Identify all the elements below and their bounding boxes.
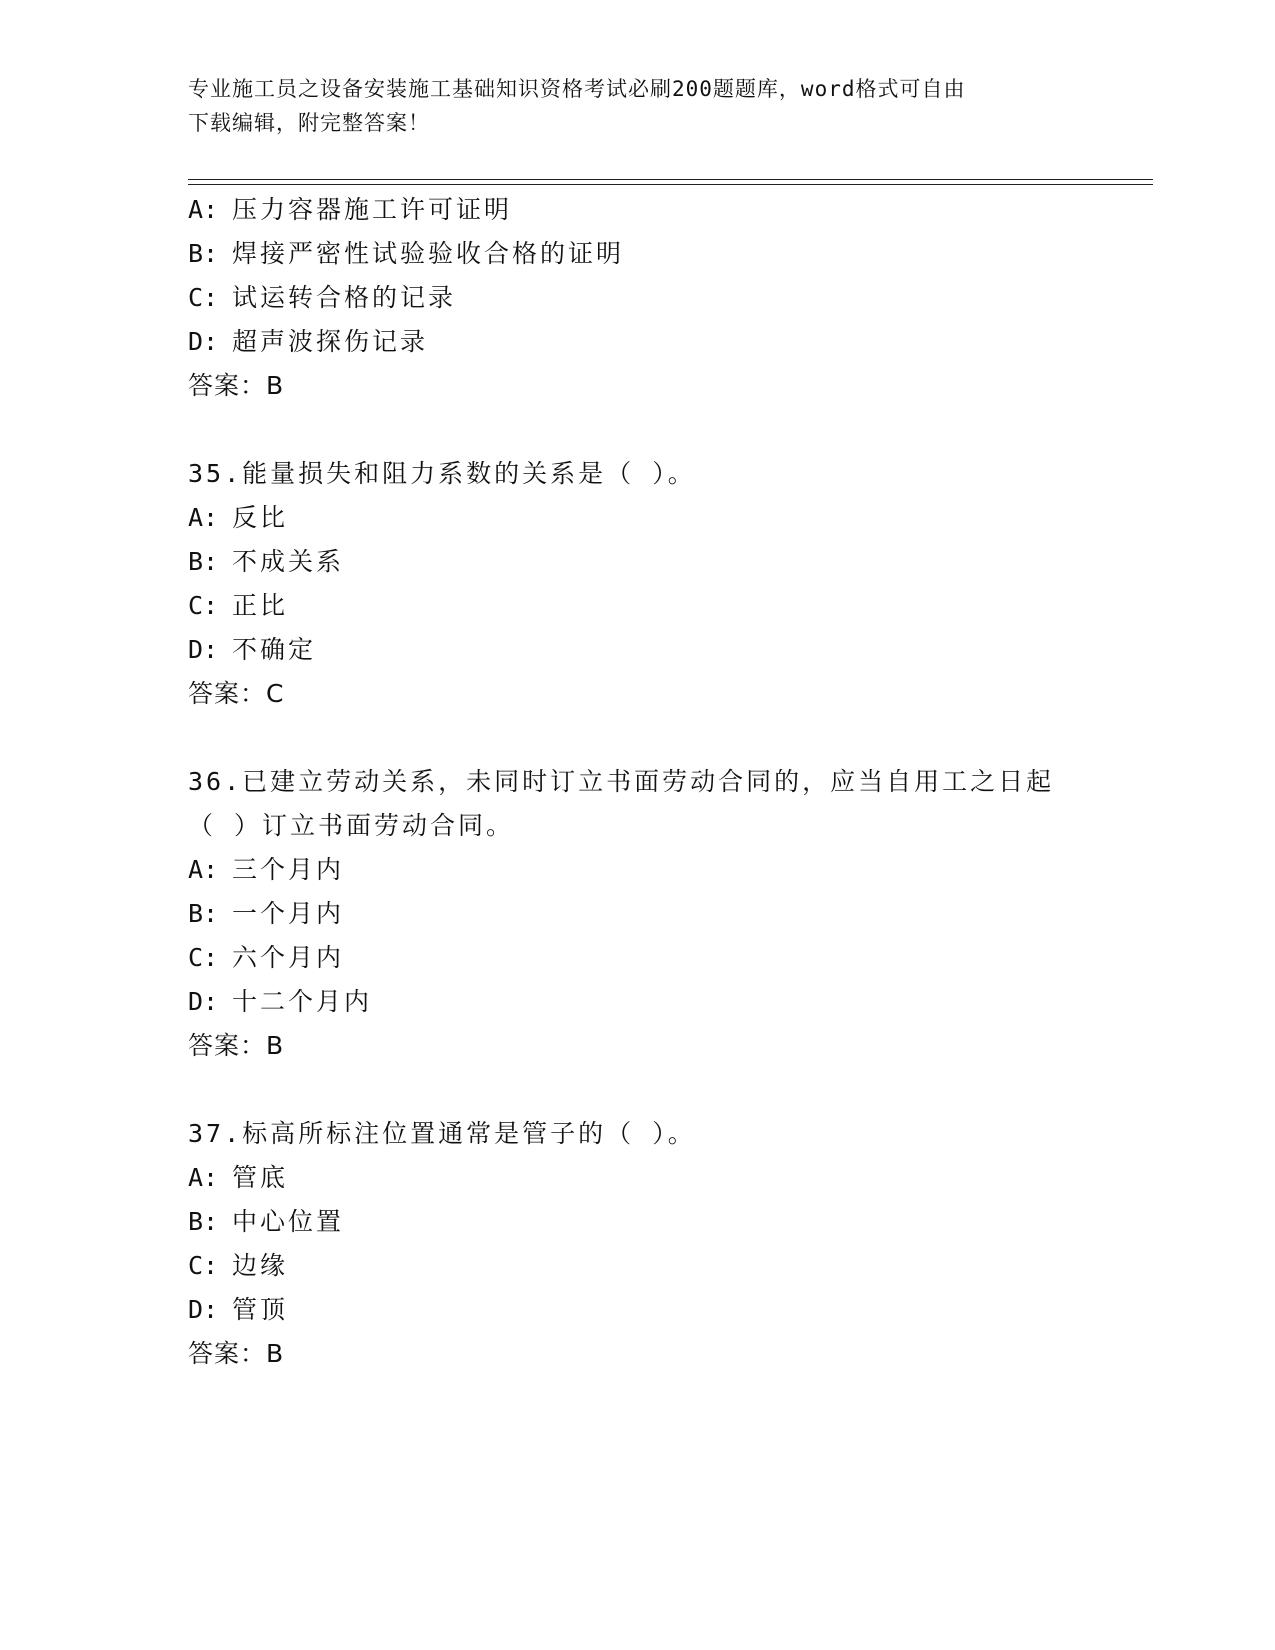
option-text: 焊接严密性试验验收合格的证明 [232, 239, 625, 268]
option-text: 超声波探伤记录 [232, 327, 429, 356]
q34-option-b [188, 238, 624, 270]
q37-answer: 答案：B [188, 1339, 285, 1368]
option-text: 反比 [232, 503, 289, 532]
option-text: 试运转合格的记录 [232, 283, 457, 312]
option-label: D: [188, 987, 219, 1016]
option-label: B: [188, 239, 219, 268]
option-text: 中心位置 [232, 1207, 345, 1236]
option-text: 不成关系 [232, 547, 345, 576]
option-text: 压力容器施工许可证明 [232, 195, 513, 224]
q36-option-a [188, 854, 344, 886]
option-label: C: [188, 591, 219, 620]
header-divider-bottom [188, 184, 1153, 185]
q34-option-a [188, 194, 512, 226]
q37-option-b [188, 1206, 344, 1238]
q34-option-d [188, 326, 428, 358]
option-label: B: [188, 1207, 219, 1236]
q35-option-a [188, 502, 288, 534]
q35-option-b [188, 546, 344, 578]
header-divider-top [188, 179, 1153, 180]
q35-question: 35.能量损失和阻力系数的关系是（ ）。 [188, 459, 696, 488]
option-text: 管底 [232, 1163, 289, 1192]
q35-answer: 答案：C [188, 679, 285, 708]
option-label: B: [188, 547, 219, 576]
q34-answer: 答案：B [188, 371, 285, 400]
option-text: 一个月内 [232, 899, 345, 928]
option-text: 管顶 [232, 1295, 289, 1324]
q36-answer: 答案：B [188, 1031, 285, 1060]
option-label: B: [188, 899, 219, 928]
option-text: 十二个月内 [232, 987, 373, 1016]
option-label: C: [188, 283, 219, 312]
q36-question-line-1: 36.已建立劳动关系，未同时订立书面劳动合同的，应当自用工之日起 [188, 767, 1055, 796]
header-line-2: 下载编辑，附完整答案！ [188, 111, 430, 135]
q37-question: 37.标高所标注位置通常是管子的（ ）。 [188, 1119, 696, 1148]
option-text: 边缘 [232, 1251, 289, 1280]
option-label: C: [188, 943, 219, 972]
option-text: 六个月内 [232, 943, 345, 972]
option-label: A: [188, 855, 219, 884]
option-label: C: [188, 1251, 219, 1280]
q35-option-d [188, 634, 316, 666]
option-text: 不确定 [232, 635, 317, 664]
option-label: A: [188, 1163, 219, 1192]
q37-option-c [188, 1250, 288, 1282]
document-header [188, 72, 1088, 140]
option-text: 正比 [232, 591, 289, 620]
option-label: D: [188, 635, 219, 664]
q35-option-c [188, 590, 288, 622]
q36-option-c [188, 942, 344, 974]
q36-option-d [188, 986, 372, 1018]
q36-option-b [188, 898, 344, 930]
q36-question-line-2: （ ）订立书面劳动合同。 [188, 811, 515, 840]
option-label: D: [188, 327, 219, 356]
q34-option-c [188, 282, 456, 314]
q37-option-d [188, 1294, 288, 1326]
option-text: 三个月内 [232, 855, 345, 884]
option-label: D: [188, 1295, 219, 1324]
q37-option-a [188, 1162, 288, 1194]
option-label: A: [188, 503, 219, 532]
header-line-1: 专业施工员之设备安装施工基础知识资格考试必刷200题题库，word格式可自由 [188, 77, 966, 101]
option-label: A: [188, 195, 219, 224]
